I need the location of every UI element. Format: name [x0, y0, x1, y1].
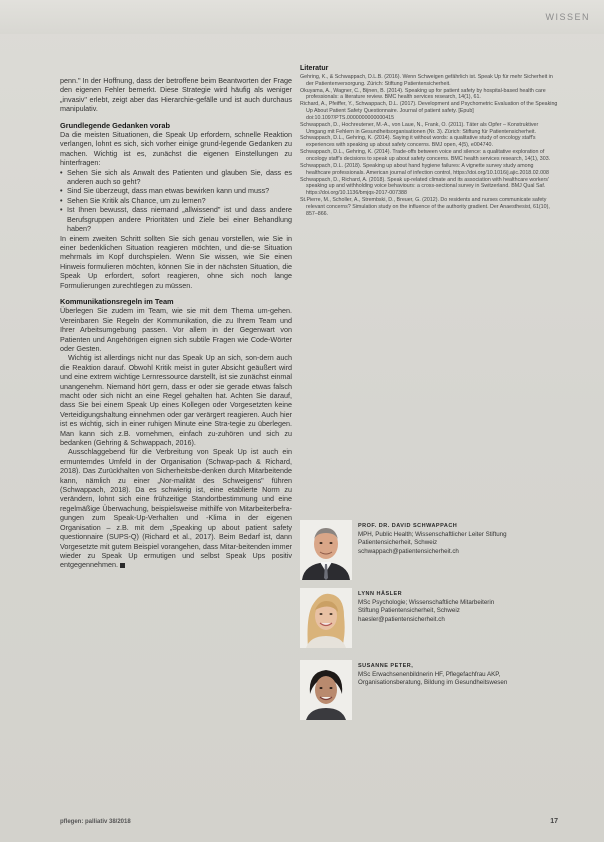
header-band [0, 0, 604, 34]
author-info [358, 662, 570, 688]
reference-item: Okuyama, A., Wagner, C., Bijnen, B. (2014). Speaking up for patient safety by hospital-based health care professionals: a literature review. BMC health services research, 14(1), 61. [300, 87, 546, 101]
reference-item: Schwappach, D.L., Gehring, K. (2014). Trade-offs between voice and silence: a qualitative exploration of oncology staff's decisions to speak up about safety concerns. BMC health services research, 14(1), 303. [300, 149, 551, 162]
portrait-woman-dark-icon [300, 660, 352, 720]
section-heading-team-rules: Kommunikationsregeln im Team [60, 296, 174, 306]
author-info [358, 522, 570, 556]
list-item: • Sehen Sie Kritik als Chance, um zu lernen? [60, 196, 292, 205]
reference-item: St.Pierre, M., Scholler, A., Strembski, D., Breuer, G. (2012). Do residents and nurses communicate safety relevant concerns? Simulation study on the influence of the authority gradient. Der Anaesthesist, 61(10), 857–866. [300, 197, 550, 217]
author-block [300, 660, 570, 720]
portrait-man-icon [300, 520, 352, 580]
author-name: LYNN HÄSLER [358, 591, 403, 597]
section-tag: WISSEN [545, 12, 590, 22]
end-mark-icon [120, 563, 125, 568]
section1-intro: Da die meisten Situationen, die Speak Up erfordern, schnelle Reaktion verlangen, lohnt es sich, sich vorher einige grund-legende Gedanken zu machen. Wichtig ist es, zunächst die eigenen Einstellungen zu hinterfragen: [60, 130, 292, 168]
section-heading-basics: Grundlegende Gedanken vorab [60, 120, 171, 130]
author-info [358, 590, 570, 624]
left-column [60, 76, 292, 570]
list-item: • Sehen Sie sich als Anwalt des Patienten und glauben Sie, dass es anderen auch so geht? [60, 168, 292, 187]
author-portrait [300, 520, 352, 580]
author-name: PROF. DR. DAVID SCHWAPPACH [358, 523, 458, 529]
page-number: 17 [550, 818, 558, 825]
list-item: • Ist Ihnen bewusst, dass niemand „allwissend" ist und dass andere Berufsgruppen andere Prioritäten und Ziele bei einer Behandlung haben? [60, 205, 292, 233]
reference-item: Richard, A., Pfeiffer, Y., Schwappach, D.L. (2017). Development and Psychometric Evaluation of the Speaking Up About Patient Safety Questionnaire. Journal of patient safety. [Epub] doi:10.1097/PTS.0000000000000415 [300, 101, 558, 121]
author-email: haesler@patientensicherheit.ch [358, 615, 445, 623]
reference-item: Gehring, K., & Schwappach, D.L.B. (2016). Wenn Schweigen gefährlich ist. Speak Up für mehr Sicherheit in der Patientenversorgung. Zürich: Stiftung Patientensicherheit. [300, 73, 553, 87]
author-credentials: MSc Erwachsenenbildnerin HF, Pflegefachfrau AKP, [358, 670, 501, 678]
section2-paragraph-3 [60, 447, 292, 569]
reference-item: Schwappach, D.L. (2018). Speaking up about hand hygiene failures: A vignette survey study among healthcare professionals. American journal of infection control, https://doi.org/10.1016/j.ajic.2018.02.008 [300, 162, 549, 176]
references-column [300, 66, 558, 218]
author-affiliation: Stiftung Patientensicherheit, Schweiz [358, 607, 460, 615]
reference-item: Schwappach, D., Hochreutener, M.-A., von Laue, N., Frank, O. (2011). Täter als Opfer – Konstruktiver Umgang mit Fehlern in Gesundheitsorganisationen (Nr. 3). Zürich: Stiftung für Patientensicherheit. [300, 121, 539, 135]
author-credentials: MPH, Public Health; Wissenschaftlicher Leiter Stiftung [358, 530, 507, 538]
reflection-list [60, 168, 292, 234]
references-heading: Literatur [300, 65, 329, 72]
section1-outro: In einem zweiten Schritt sollten Sie sich genau vorstellen, wie Sie in einer bedenklichen Situation reagieren möchten, und die-se Situation mehrmals im Kopf durchspielen. Wenn Sie wissen, wie Sie einen Hinweis formulieren möchten, können Sie in der nächsten Situation, die Speak Up erfordert, sofort reagieren, ohne sich noch lange Formulierungen zurechtlegen zu müssen. [60, 233, 292, 290]
author-credentials: MSc Psychologie; Wissenschaftliche Mitarbeiterin [358, 598, 495, 606]
author-portrait [300, 660, 352, 720]
section2-paragraph-2: Wichtig ist allerdings nicht nur das Speak Up an sich, son-dern auch die Reaktion darauf. Obwohl Kritik meist in guter Absicht geäußert wird und eine extrem wichtige Lernressource darstellt, ist sie zunächst einmal unangenehm. Niemand hört gern, dass er oder sie gerade etwas falsch macht oder sich nicht an eine Regel gehalten hat. Achten Sie darauf, dass Sie bei einem Speak Up eines Kollegen oder Vorgesetzten keine Verteidigungshaltung einnehmen oder gar verärgert reagieren. Auch hier ist es wichtig, sich in einer ruhigen Minute eine Stra-tegie zu überlegen. Man kann sich z.B. vornehmen, einfach zu-zuhören und sich zu bedanken (Gehring & Schwappach, 2016). [60, 353, 292, 448]
author-block [300, 520, 570, 580]
author-name: SUSANNE PETER, [358, 663, 414, 669]
intro-paragraph: penn." In der Hoffnung, dass der betroffene beim Beantworten der Frage den eigenen Fehler bemerkt. Diese Strategie wird häufig als weniger „invasiv" erlebt, zeigt aber das Hierarchie-gefälle und ist auch durchaus manipulativ. [60, 76, 292, 114]
author-email: schwappach@patientensicherheit.ch [358, 547, 459, 555]
section2-paragraph-1: Überlegen Sie zudem im Team, wie sie mit dem Thema um-gehen. Vereinbaren Sie Regeln der Kommunikation, die zu Ihrem Team und Ihrer Arbeitsumgebung passen. Vor allem in der Gegenwart von Patienten und Angehörigen eignen sich subtile Fragen wie Code-Wörter oder Gesten. [60, 306, 292, 353]
author-portrait [300, 588, 352, 648]
reference-item: Schwappach, D., Richard, A. (2018). Speak up-related climate and its association with healthcare workers' speaking up and withholding voice behaviours: a cross-sectional survey in Switzerland. BMJ Qual Saf. https://doi.org/10.1136/bmjqs-2017-007388 [300, 176, 549, 197]
portrait-woman-blonde-icon [300, 588, 352, 648]
list-item: • Sind Sie überzeugt, dass man etwas bewirken kann und muss? [60, 186, 292, 195]
journal-footer: pflegen: palliativ 38/2018 [60, 819, 131, 825]
author-affiliation: Organisationsberatung, Bildung im Gesundheitswesen [358, 679, 508, 687]
reference-item: Schwappach, D.L., Gehring, K. (2014). Saying it without words: a qualitative study of oncology staff's experiences with speaking up about safety concerns. BMJ open, 4(5), e004740. [300, 135, 536, 149]
author-block [300, 588, 570, 648]
section2-paragraph-3-text: Ausschlaggebend für die Verbreitung von Speak Up ist auch ein ermunterndes Umfeld in der Organisation (Schwap-pach & Richard, 2018). Das Zurückhalten von Sicherheitsbe-denken durch Mitarbeitende kann, nämlich zu einer „Nor-malität des Schweigens" führen (Schwappach, 2018). Da es schwierig ist, eine etablierte Norm zu verändern, lohnt sich eine frühzeitige Standortbestimmung und eine regelmäßige Überwachung, beispielsweise mithilfe von Mitarbeiterbefra-gungen zum Speak-Up-Verhalten und -Klima in der eigenen Organisation – z.B. mit dem „Speaking up about patient safety questionnaire (SUPS-Q) (Richard et al., 2017). Beim Bedarf ist, dann Vorgesetzte mit gutem Beispiel vorangehen, dass Mitar-beitenden immer wieder zu Speak Up ermutigen und selbst Speak Ups positiv entgegennehmen. [60, 447, 292, 570]
author-affiliation: Patientensicherheit, Schweiz [358, 539, 438, 547]
